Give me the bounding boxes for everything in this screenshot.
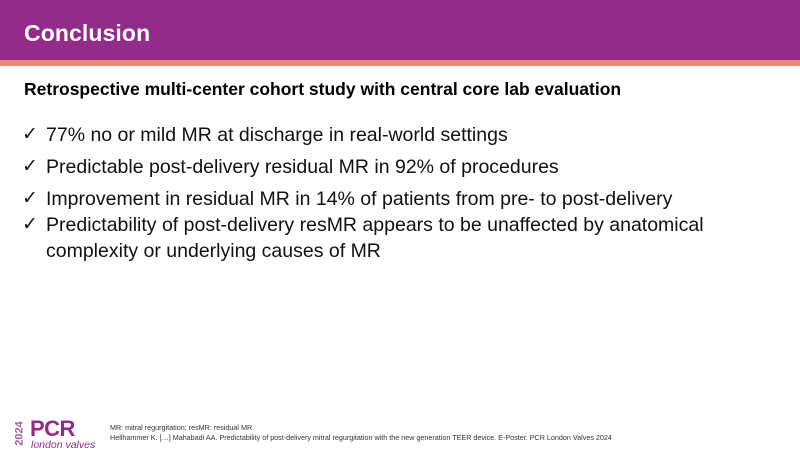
footer bbox=[0, 410, 800, 450]
pcr-london-valves-logo bbox=[13, 416, 104, 454]
logo-brand: PCR bbox=[30, 416, 75, 441]
slide-subtitle: Retrospective multi-center cohort study with central core lab evaluation bbox=[24, 79, 622, 99]
bullet-item bbox=[22, 212, 782, 264]
bullet-item bbox=[22, 122, 782, 148]
bullet-text: Improvement in residual MR in 14% of patients from pre- to post-delivery bbox=[46, 188, 673, 210]
bullet-item bbox=[22, 154, 782, 180]
checkmark-icon: ✓ bbox=[22, 156, 38, 177]
footnotes bbox=[110, 423, 612, 442]
page-title: Conclusion bbox=[24, 20, 151, 46]
logo-year: 2024 bbox=[13, 421, 26, 446]
abbreviations-note: MR: mitral regurgitation; resMR: residual MR bbox=[110, 423, 253, 432]
checkmark-icon: ✓ bbox=[22, 188, 38, 209]
accent-bar bbox=[0, 60, 800, 66]
header-bar bbox=[0, 0, 800, 60]
checkmark-icon: ✓ bbox=[22, 124, 38, 145]
bullet-text: Predictable post-delivery residual MR in 92% of procedures bbox=[46, 156, 559, 178]
citation-note: Hellhammer K. […] Mahabadi AA. Predictability of post-delivery mitral regurgitation with the new generation TEER device. E-Poster. PCR London Valves 2024 bbox=[110, 432, 612, 442]
checkmark-icon: ✓ bbox=[22, 214, 38, 235]
conclusion-list bbox=[22, 122, 782, 270]
bullet-item bbox=[22, 186, 782, 212]
bullet-text: 77% no or mild MR at discharge in real-world settings bbox=[46, 124, 508, 146]
logo-subtitle: london valves bbox=[31, 439, 96, 451]
bullet-text: Predictability of post-delivery resMR appears to be unaffected by anatomical complexity or underlying causes of MR bbox=[46, 214, 704, 262]
